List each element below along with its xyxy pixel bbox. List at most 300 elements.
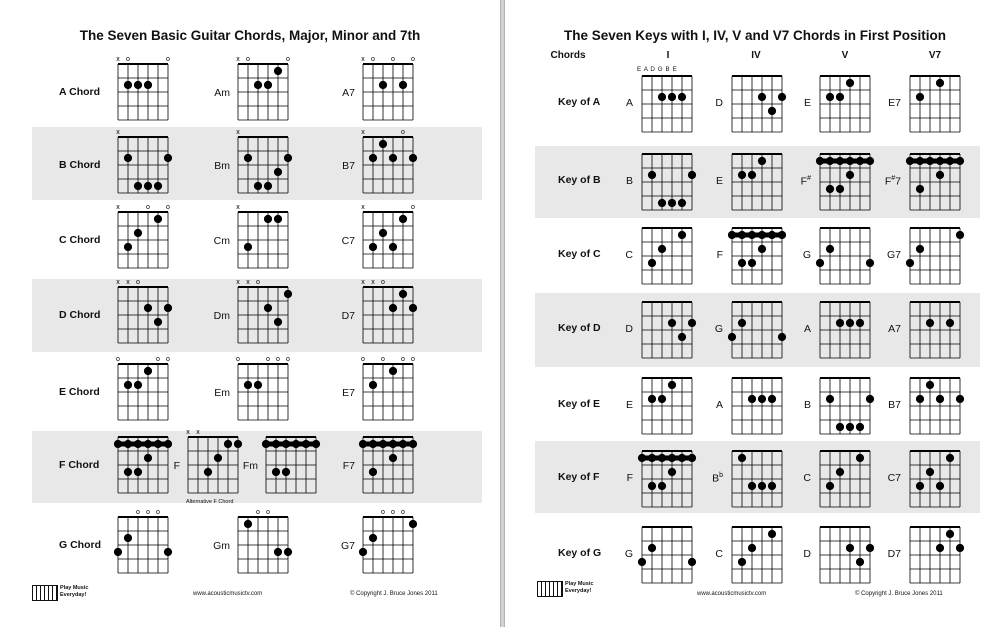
logo-icon [32,585,58,601]
finger-dot [399,81,407,89]
muted-string-mark: x [116,204,120,211]
finger-dot [409,304,417,312]
open-string-mark: o [256,509,260,516]
chord-diagram [112,427,174,499]
finger-dot [688,558,696,566]
finger-dot [164,154,172,162]
finger-dot [856,454,864,462]
finger-dot [144,454,152,462]
finger-dot [274,67,282,75]
key-row-label: Key of B [558,174,601,186]
chord-diagram [232,54,294,126]
finger-dot [826,245,834,253]
finger-dot [369,468,377,476]
logo [537,580,595,598]
finger-dot [272,468,280,476]
open-string-mark: o [411,56,415,63]
open-string-mark: o [166,204,170,211]
finger-dot [124,81,132,89]
barre-bar [910,159,960,164]
barre-bar [820,159,870,164]
finger-dot [846,79,854,87]
chord-diagram [726,517,788,589]
open-string-mark: o [286,56,290,63]
finger-dot [846,171,854,179]
chord-diagram [112,127,174,199]
open-string-mark: o [276,356,280,363]
finger-dot [648,259,656,267]
chord-diagram [232,354,294,426]
barre-bar [266,442,316,447]
muted-string-mark: x [186,429,190,436]
finger-dot [738,454,746,462]
finger-dot [906,259,914,267]
finger-dot [738,319,746,327]
chords-column-header: Chords [550,50,586,61]
finger-dot [728,333,736,341]
chord-diagram [636,66,698,138]
chord-diagram [814,517,876,589]
finger-dot [144,367,152,375]
chord-diagram [357,54,419,126]
finger-dot [409,520,417,528]
finger-dot [936,79,944,87]
finger-dot [668,381,676,389]
finger-dot [916,482,924,490]
chord-name-label: F7 [342,460,355,472]
key-row-label: Key of F [558,471,600,483]
chord-diagram [814,292,876,364]
chord-name-label: Cm [213,235,230,247]
finger-dot [234,440,242,448]
chord-name-label: Dm [213,310,230,322]
finger-dot [409,154,417,162]
chord-diagram [357,427,419,499]
finger-dot [274,168,282,176]
finger-dot [134,182,142,190]
finger-dot [748,259,756,267]
chord-name-label: C7 [887,472,901,484]
chord-name-label: A7 [342,87,355,99]
open-string-mark: o [371,56,375,63]
finger-dot [668,93,676,101]
right-page [505,0,1005,627]
finger-dot [688,319,696,327]
finger-dot [274,215,282,223]
finger-dot [936,395,944,403]
muted-string-mark: x [116,56,120,63]
chord-diagram [726,368,788,440]
finger-dot [758,395,766,403]
finger-dot [658,245,666,253]
finger-dot [856,319,864,327]
muted-string-mark: x [126,279,130,286]
muted-string-mark: x [236,279,240,286]
open-string-mark: o [156,356,160,363]
finger-dot [916,93,924,101]
chord-name-label: B7 [342,160,355,172]
finger-dot [648,482,656,490]
left-page-title: The Seven Basic Guitar Chords, Major, Minor and 7th [79,28,421,43]
finger-dot [748,171,756,179]
open-string-mark: o [146,204,150,211]
muted-string-mark: x [361,279,365,286]
finger-dot [758,93,766,101]
finger-dot [244,243,252,251]
chord-row-label: A Chord [59,86,101,98]
string-names: E A D G B E [637,66,677,73]
chord-diagram [904,144,966,216]
chord-name-label: G [714,323,723,335]
chord-diagram [904,517,966,589]
finger-dot [254,81,262,89]
open-string-mark: o [266,509,270,516]
chord-diagram [357,507,419,579]
open-string-mark: o [411,204,415,211]
finger-dot [768,395,776,403]
chord-name-label: F# [800,175,811,188]
finger-dot [658,199,666,207]
finger-dot [738,558,746,566]
finger-dot [254,381,262,389]
muted-string-mark: x [361,129,365,136]
open-string-mark: o [146,509,150,516]
open-string-mark: o [381,279,385,286]
finger-dot [284,548,292,556]
degree-column-header: V7 [928,50,942,61]
chord-diagram [112,277,174,349]
finger-dot [946,530,954,538]
chord-row-label: B Chord [59,159,101,171]
chord-diagram [726,292,788,364]
finger-dot [826,185,834,193]
muted-string-mark: x [236,204,240,211]
finger-dot [668,468,676,476]
right-page-title: The Seven Keys with I, IV, V and V7 Chords in First Position [563,28,947,43]
chord-diagram [357,277,419,349]
chord-name-label: A7 [888,323,901,335]
open-string-mark: o [361,356,365,363]
finger-dot [264,81,272,89]
finger-dot [946,319,954,327]
chord-diagram [814,441,876,513]
open-string-mark: o [156,509,160,516]
finger-dot [399,290,407,298]
finger-dot [114,548,122,556]
finger-dot [826,482,834,490]
finger-dot [678,93,686,101]
finger-dot [284,154,292,162]
chord-diagram [112,202,174,274]
chord-diagram [112,354,174,426]
finger-dot [389,243,397,251]
finger-dot [144,304,152,312]
chord-row-label: E Chord [59,386,100,398]
finger-dot [836,185,844,193]
finger-dot [154,318,162,326]
finger-dot [124,381,132,389]
open-string-mark: o [266,356,270,363]
finger-dot [668,199,676,207]
chord-diagram [814,218,876,290]
finger-dot [866,395,874,403]
finger-dot [274,318,282,326]
degree-column-header: V [841,50,849,61]
finger-dot [124,154,132,162]
finger-dot [856,423,864,431]
chord-row-label: G Chord [59,539,101,551]
chord-diagram [636,292,698,364]
chord-diagram [232,127,294,199]
muted-string-mark: x [116,279,120,286]
footer-copyright: © Copyright J. Bruce Jones 2011 [855,591,943,597]
chord-name-label: D7 [341,310,355,322]
finger-dot [956,544,964,552]
logo-icon [537,581,563,597]
finger-dot [866,259,874,267]
footer-url[interactable]: www.acousticmusictv.com [697,591,767,597]
finger-dot [926,468,934,476]
finger-dot [389,454,397,462]
open-string-mark: o [116,356,120,363]
finger-dot [379,229,387,237]
chord-diagram [814,66,876,138]
chord-name-label: B [625,175,633,187]
finger-dot [846,544,854,552]
finger-dot [916,395,924,403]
chord-name-label: Em [214,387,230,399]
finger-dot [738,259,746,267]
chord-name-label: D [715,97,723,109]
finger-dot [648,171,656,179]
finger-dot [946,454,954,462]
finger-dot [658,482,666,490]
chord-name-label: E7 [888,97,901,109]
chord-diagram [232,277,294,349]
muted-string-mark: x [236,56,240,63]
chord-diagram [726,441,788,513]
chord-name-label: C [803,472,811,484]
open-string-mark: o [166,56,170,63]
open-string-mark: o [401,129,405,136]
finger-dot [956,231,964,239]
chord-name-label: E [625,399,633,411]
chord-name-label: $B^b$ [712,472,723,485]
finger-dot [866,544,874,552]
chord-diagram [726,144,788,216]
open-string-mark: o [136,509,140,516]
left-page [0,0,500,627]
chord-diagram [904,441,966,513]
chord-name-label: C [625,249,633,261]
open-string-mark: o [236,356,240,363]
finger-dot [648,395,656,403]
muted-string-mark: x [371,279,375,286]
finger-dot [816,259,824,267]
chord-name-label: C [715,548,723,560]
key-row-label: Key of D [558,322,601,334]
muted-string-mark: x [361,56,365,63]
footer-url[interactable]: www.acousticmusictv.com [193,591,263,597]
chord-name-label: Fm [242,460,258,472]
finger-dot [134,381,142,389]
chord-name-label: E7 [342,387,355,399]
finger-dot [144,182,152,190]
chord-diagram [726,66,788,138]
key-row-label: Key of A [558,96,601,108]
finger-dot [758,482,766,490]
finger-dot [678,231,686,239]
finger-dot [846,423,854,431]
finger-dot [204,468,212,476]
chord-name-label: F [626,472,633,484]
logo-text: Play Music Everyday! [565,581,594,594]
finger-dot [154,215,162,223]
finger-dot [826,93,834,101]
chord-name-label: E [715,175,723,187]
finger-dot [389,154,397,162]
chord-diagram [232,202,294,274]
finger-dot [768,107,776,115]
key-row-label: Key of C [558,248,601,260]
chord-name-label: G7 [340,540,355,552]
finger-dot [638,558,646,566]
chord-diagram [182,427,244,499]
chord-diagram [232,507,294,579]
finger-dot [768,530,776,538]
finger-dot [758,245,766,253]
finger-dot [369,243,377,251]
finger-dot [164,548,172,556]
chord-name-label: Gm [213,540,230,552]
finger-dot [678,199,686,207]
finger-dot [264,182,272,190]
chord-diagram [357,202,419,274]
chord-name-label: G [624,548,633,560]
finger-dot [282,468,290,476]
finger-dot [836,423,844,431]
open-string-mark: o [411,356,415,363]
finger-dot [748,544,756,552]
chord-diagram [260,427,322,499]
open-string-mark: o [126,56,130,63]
finger-dot [124,468,132,476]
finger-dot [134,81,142,89]
open-string-mark: o [381,356,385,363]
chord-name-label: E [803,97,811,109]
chord-diagram [636,218,698,290]
logo [32,584,90,602]
finger-dot [648,544,656,552]
finger-dot [778,333,786,341]
finger-dot [124,243,132,251]
chord-name-label: Am [214,87,230,99]
finger-dot [956,395,964,403]
barre-bar [642,456,692,461]
finger-dot [164,304,172,312]
chord-diagram [636,368,698,440]
finger-dot [836,468,844,476]
finger-dot [936,544,944,552]
chord-diagram [636,517,698,589]
finger-dot [264,215,272,223]
open-string-mark: o [166,356,170,363]
barre-bar [118,442,168,447]
finger-dot [668,319,676,327]
finger-dot [369,154,377,162]
finger-dot [936,482,944,490]
finger-dot [846,319,854,327]
finger-dot [916,245,924,253]
finger-dot [244,154,252,162]
finger-dot [389,304,397,312]
open-string-mark: o [256,279,260,286]
finger-dot [134,229,142,237]
open-string-mark: o [286,356,290,363]
chord-diagram [814,368,876,440]
chord-name-label: D [803,548,811,560]
logo-text: Play Music Everyday! [60,585,89,598]
finger-dot [134,468,142,476]
key-row-label: Key of E [558,398,601,410]
chord-name-label: C7 [341,235,355,247]
finger-dot [379,81,387,89]
finger-dot [768,482,776,490]
finger-dot [758,157,766,165]
finger-dot [284,290,292,298]
chord-diagram [904,368,966,440]
finger-dot [274,548,282,556]
finger-dot [678,333,686,341]
finger-dot [926,381,934,389]
chord-name-label: A [715,399,723,411]
chord-row-label: D Chord [59,309,101,321]
finger-dot [836,319,844,327]
chord-name-label: G [802,249,811,261]
chord-diagram [357,127,419,199]
chord-diagram [904,66,966,138]
footer-copyright: © Copyright J. Bruce Jones 2011 [350,591,438,597]
muted-string-mark: x [361,204,365,211]
finger-dot [359,548,367,556]
chord-caption: Alternative F Chord [186,499,234,505]
finger-dot [826,395,834,403]
chord-diagram [726,218,788,290]
barre-bar [732,233,782,238]
finger-dot [154,182,162,190]
finger-dot [379,140,387,148]
finger-dot [856,558,864,566]
finger-dot [244,520,252,528]
finger-dot [224,440,232,448]
finger-dot [144,81,152,89]
muted-string-mark: x [196,429,200,436]
chord-diagram [636,441,698,513]
open-string-mark: o [391,56,395,63]
chord-name-label: G7 [886,249,901,261]
chord-diagram [112,54,174,126]
finger-dot [214,454,222,462]
chord-name-label: D [625,323,633,335]
finger-dot [658,93,666,101]
chord-name-label: D7 [887,548,901,560]
key-row-label: Key of G [558,547,602,559]
finger-dot [254,182,262,190]
finger-dot [369,534,377,542]
chord-name-label: A [803,323,811,335]
chord-name-label: F [173,460,180,472]
chord-diagram [357,354,419,426]
